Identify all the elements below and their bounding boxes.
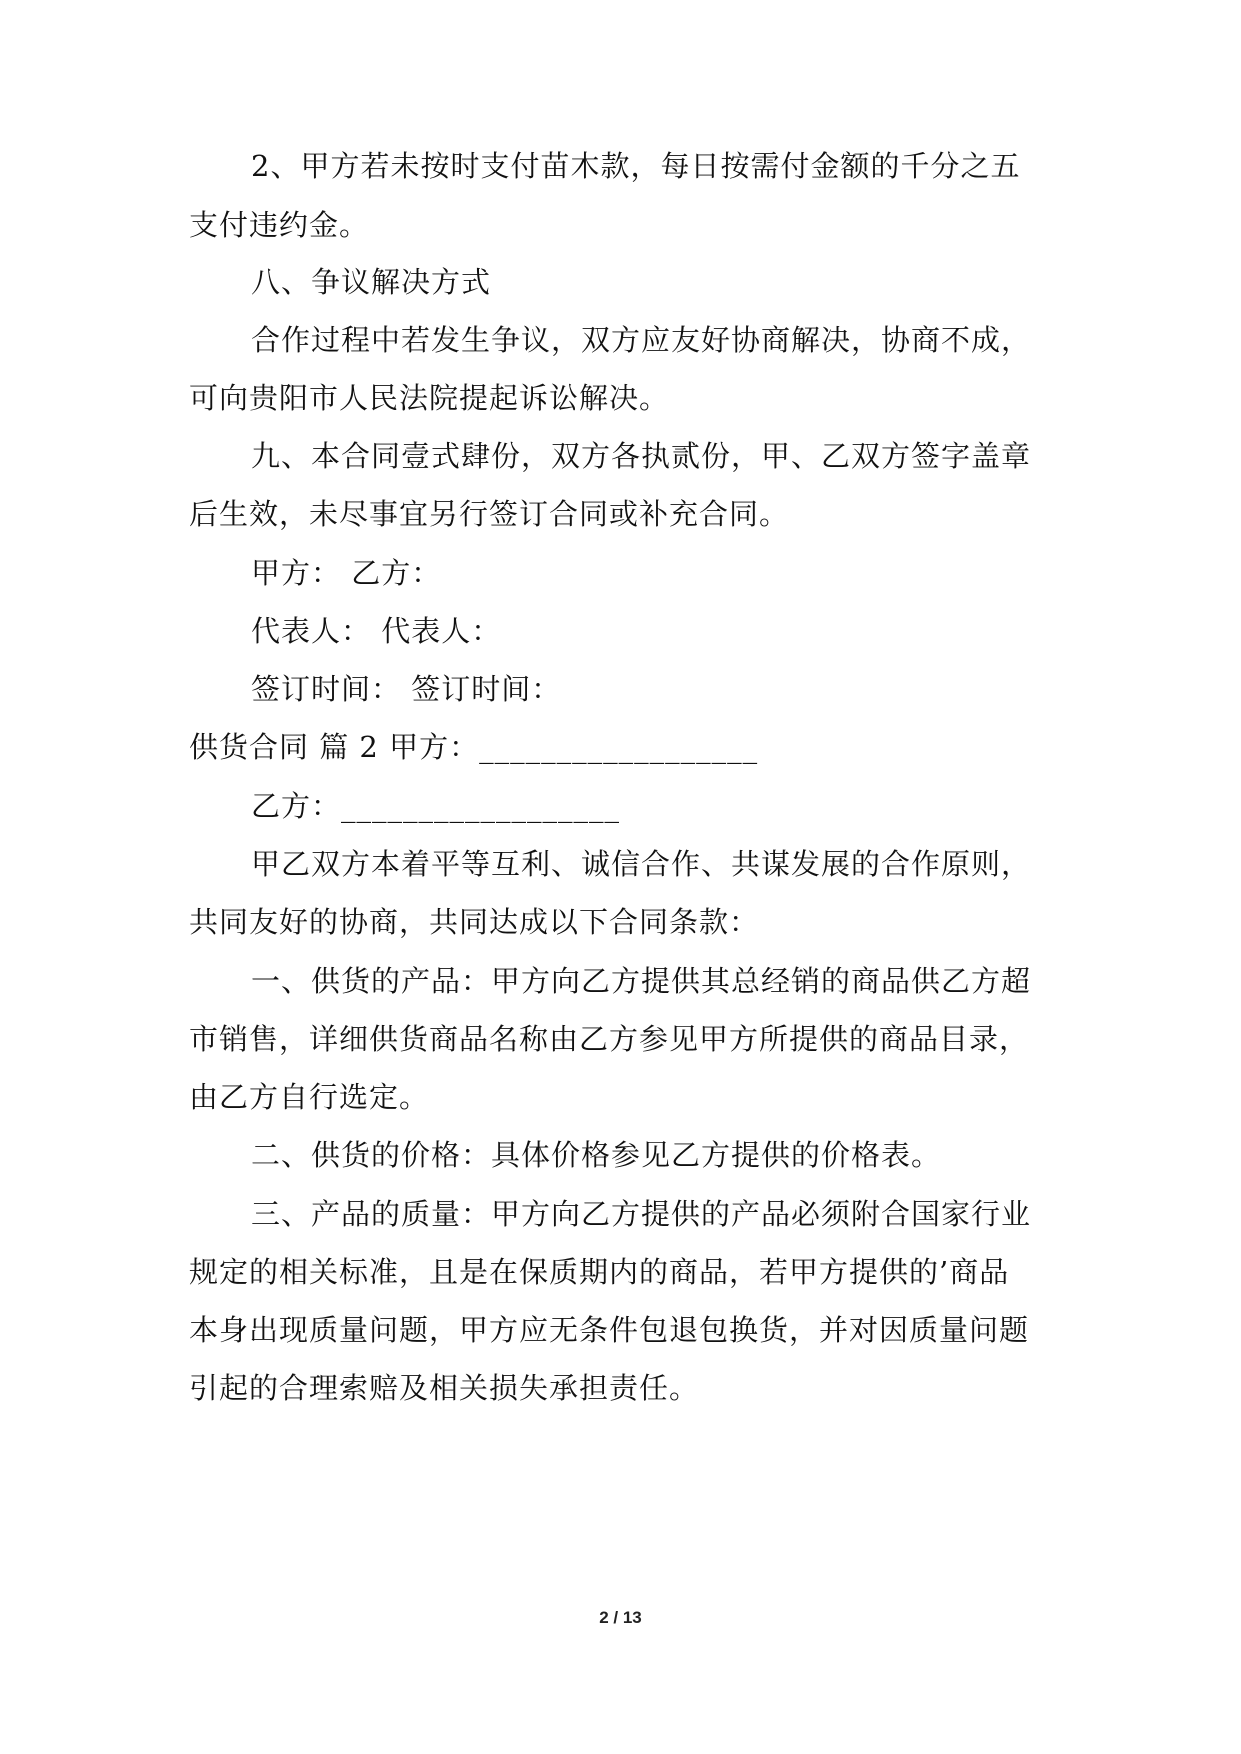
paragraph-line: 九、本合同壹式肆份，双方各执贰份，甲、乙双方签字盖章 bbox=[251, 439, 1032, 473]
signature-representative-line: 代表人： 代表人： bbox=[251, 614, 502, 648]
paragraph-line: 二、供货的价格：具体价格参见乙方提供的价格表。 bbox=[251, 1138, 942, 1172]
paragraph-line: 本身出现质量问题，甲方应无条件包退包换货，并对因质量问题 bbox=[189, 1313, 1030, 1347]
paragraph-line: 合作过程中若发生争议，双方应友好协商解决，协商不成， bbox=[251, 323, 1032, 357]
contract-title-line: 供货合同 篇 2 甲方：__________________ bbox=[189, 730, 759, 764]
paragraph-line: 规定的相关标准，且是在保质期内的商品，若甲方提供的’商品 bbox=[189, 1255, 1010, 1289]
section-heading: 八、争议解决方式 bbox=[251, 265, 492, 299]
paragraph-line: 共同友好的协商，共同达成以下合同条款： bbox=[189, 905, 760, 939]
paragraph-line: 三、产品的质量：甲方向乙方提供的产品必须附合国家行业 bbox=[251, 1197, 1032, 1231]
paragraph-line: 后生效，未尽事宜另行签订合同或补充合同。 bbox=[189, 497, 790, 531]
page-number: 2 / 13 bbox=[599, 1608, 642, 1627]
paragraph-line: 市销售，详细供货商品名称由乙方参见甲方所提供的商品目录， bbox=[189, 1022, 1030, 1056]
paragraph-line: 甲乙双方本着平等互利、诚信合作、共谋发展的合作原则， bbox=[251, 847, 1032, 881]
paragraph-line: 可向贵阳市人民法院提起诉讼解决。 bbox=[189, 381, 670, 415]
paragraph-line: 一、供货的产品：甲方向乙方提供其总经销的商品供乙方超 bbox=[251, 964, 1032, 998]
signature-party-line: 甲方： 乙方： bbox=[251, 556, 442, 590]
signature-date-line: 签订时间： 签订时间： bbox=[251, 672, 562, 706]
paragraph-line: 支付违约金。 bbox=[189, 208, 370, 242]
paragraph-line: 由乙方自行选定。 bbox=[189, 1080, 430, 1114]
party-b-line: 乙方：__________________ bbox=[251, 789, 621, 823]
paragraph-line: 2、甲方若未按时支付苗木款，每日按需付金额的千分之五 bbox=[251, 149, 1021, 183]
paragraph-line: 引起的合理索赔及相关损失承担责任。 bbox=[189, 1371, 700, 1405]
